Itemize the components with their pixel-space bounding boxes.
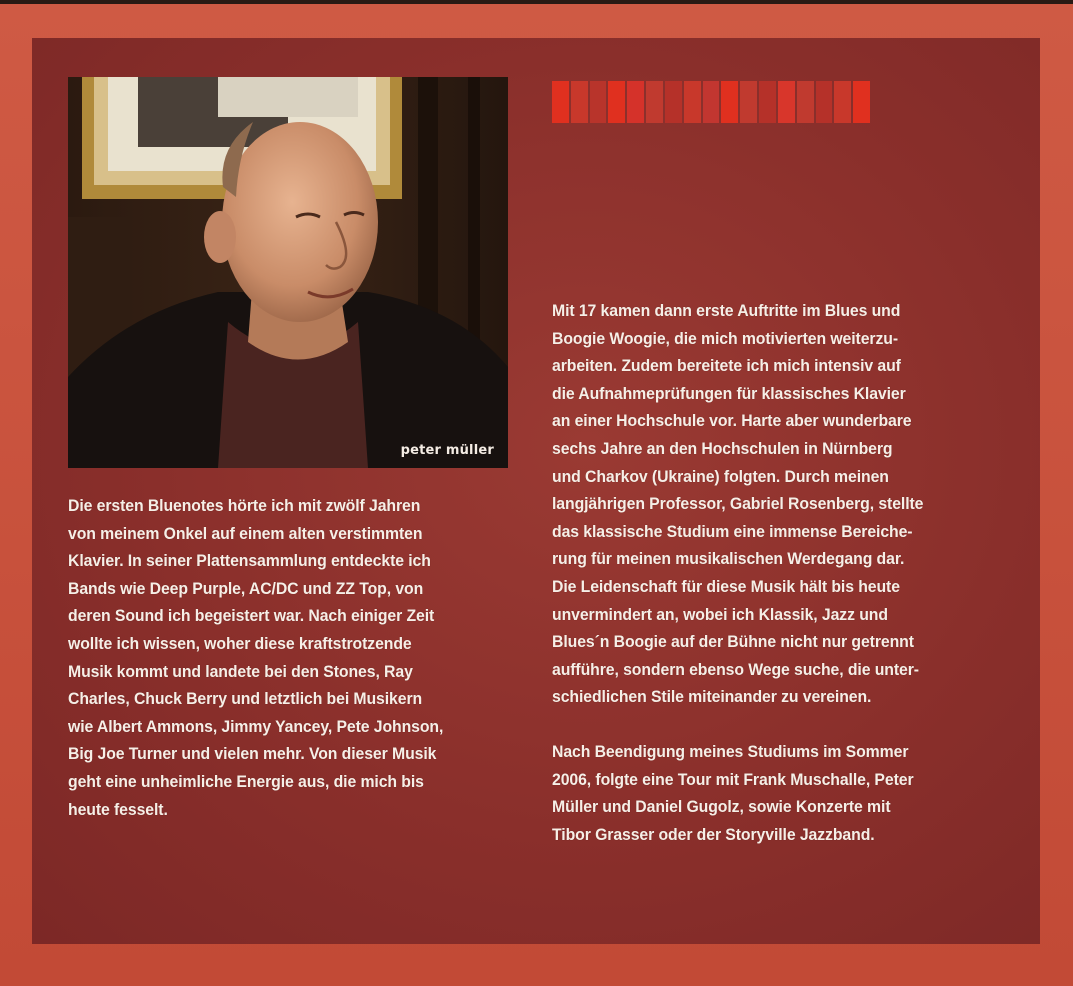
stripe-segment [740, 81, 757, 123]
stripe-segment [608, 81, 625, 123]
stripe-segment [627, 81, 644, 123]
stripe-segment [571, 81, 588, 123]
right-column-paragraph-1: Mit 17 kamen dann erste Auftritte im Blues und Boogie Woogie, die mich motivierten weiterzu- arbeiten. Zudem bereitete ich mich intensiv auf die Aufnahmeprüfungen für klassisches Klavier an einer Hochschule vor. Harte aber wunderbare sechs Jahre an den Hochschulen in Nürnberg und Charkov (Ukraine) folgten. Durch meinen langjährigen Professor, Gabriel Rosenberg, stellte das klassische Studium eine immense Bereiche- rung für meinen musikalischen Werdegang dar. Die Leidenschaft für diese Musik hält bis heute unvermindert an, wobei ich Klassik, Jazz und Blues´n Boogie auf der Bühne nicht nur getrennt aufführe, sondern ebenso Wege suche, die unter- schiedlichen Stile miteinander zu vereinen. [552, 301, 924, 707]
stripe-segment [703, 81, 720, 123]
portrait-photo [68, 77, 508, 468]
right-column-paragraph-2: Nach Beendigung meines Studiums im Sommer 2006, folgte eine Tour mit Frank Muschalle, Peter Müller und Daniel Gugolz, sowie Konzerte mit Tibor Grasser oder der Storyville Jazzband. [552, 742, 914, 844]
stripe-segment [797, 81, 814, 123]
stripe-segment [552, 81, 569, 123]
stripe-segment [816, 81, 833, 123]
stripe-segment [834, 81, 851, 123]
stripe-segment [759, 81, 776, 123]
stripe-segment [646, 81, 663, 123]
left-column-text: Die ersten Bluenotes hörte ich mit zwölf Jahren von meinem Onkel auf einem alten verstimmten Klavier. In seiner Plattensammlung entdeckte ich Bands wie Deep Purple, AC/DC und ZZ Top, von deren Sound ich begeistert war. Nach einiger Zeit wollte ich wissen, woher diese kraftstrotzende Musik kommt und landete bei den Stones, Ray Charles, Chuck Berry und letztlich bei Musikern wie Albert Ammons, Jimmy Yancey, Pete Johnson, Big Joe Turner und vielen mehr. Von dieser Musik geht eine unheimliche Energie aus, die mich bis heute fesselt. [68, 496, 444, 819]
stripe-segment [665, 81, 682, 123]
stripe-segment [853, 81, 870, 123]
stripe-segment [590, 81, 607, 123]
portrait-image [68, 77, 508, 468]
stripe-segment [778, 81, 795, 123]
stripe-segment [721, 81, 738, 123]
decorative-stripe-bar [552, 81, 870, 123]
stripe-segment [684, 81, 701, 123]
photo-caption: peter müller [400, 443, 494, 458]
